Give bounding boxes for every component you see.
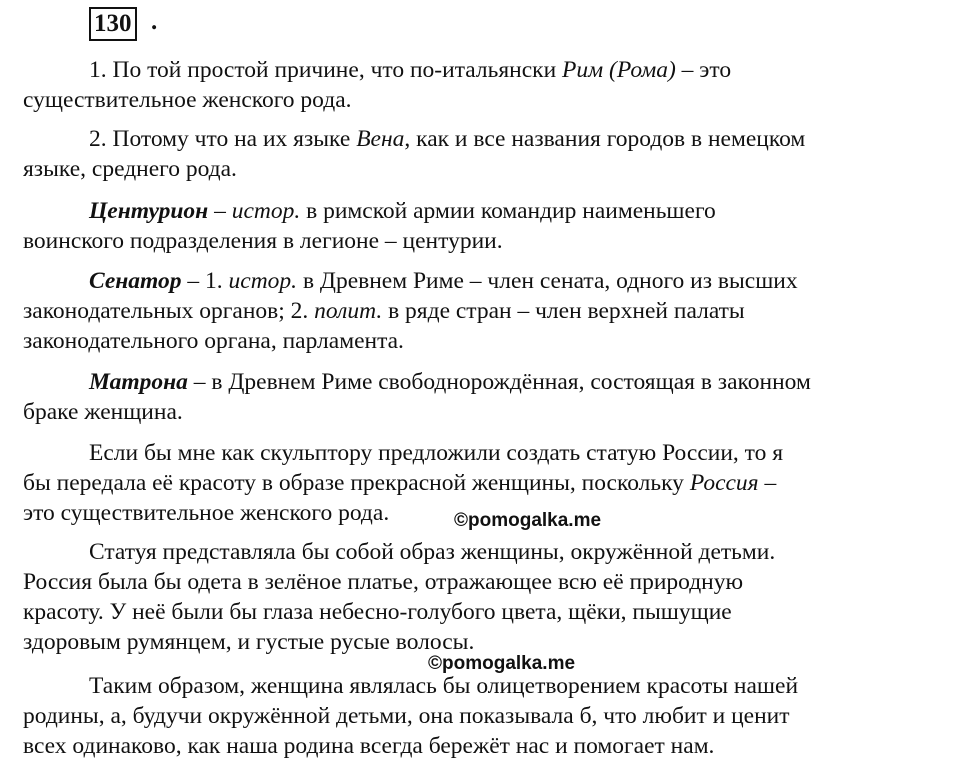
- text: в Древнем Риме – член сената, одного из высших: [297, 268, 798, 294]
- text: – в Древнем Риме свободнорождённая, состоящая в законном: [187, 369, 811, 395]
- exercise-number-dot: .: [151, 8, 158, 35]
- italic-city-name: Вена: [356, 126, 405, 152]
- exercise-number: [89, 7, 137, 41]
- text: бы передала её красоту в образе прекрасной женщины, поскольку: [23, 470, 690, 496]
- paragraph-4-definition: [23, 266, 923, 356]
- usage-label: истор.: [231, 198, 301, 224]
- watermark: ©pomogalka.me: [454, 510, 602, 531]
- italic-country-name: Россия: [689, 470, 759, 496]
- italic-city-name: Рим (Рома): [562, 57, 676, 83]
- exercise-number-text: 130: [94, 10, 132, 37]
- line: здоровым румянцем, и густые русые волосы.: [23, 629, 475, 655]
- line: языке, среднего рода.: [23, 156, 237, 182]
- line: [23, 367, 923, 397]
- line: законодательного органа, парламента.: [23, 328, 404, 354]
- line: воинского подразделения в легионе – центурии.: [23, 228, 503, 254]
- text: – это: [675, 57, 732, 83]
- line: Таким образом, женщина являлась бы олицетворением красоты нашей: [89, 673, 799, 699]
- paragraph-7: [23, 537, 923, 657]
- paragraph-3-definition: [23, 196, 923, 256]
- line: браке женщина.: [23, 399, 183, 425]
- line: [23, 468, 923, 498]
- line: существительное женского рода.: [23, 87, 352, 113]
- text: в римской армии командир наименьшего: [300, 198, 716, 224]
- line: Если бы мне как скульптору предложили создать статую России, то я: [89, 440, 784, 466]
- text: –: [208, 198, 232, 224]
- line: [23, 296, 923, 326]
- usage-label: полит.: [314, 298, 383, 324]
- usage-label: истор.: [228, 268, 298, 294]
- definition-term: Матрона: [89, 369, 188, 395]
- line: [23, 266, 923, 296]
- text: в ряде стран – член верхней палаты: [382, 298, 745, 324]
- paragraph-5-definition: [23, 367, 923, 427]
- paragraph-2: [23, 124, 923, 184]
- text: 2. Потому что на их языке: [89, 126, 357, 152]
- definition-term: Центурион: [89, 198, 209, 224]
- line: всех одинаково, как наша родина всегда бережёт нас и помогает нам.: [23, 733, 715, 759]
- text: –: [758, 470, 777, 496]
- line: Статуя представляла бы собой образ женщины, окружённой детьми.: [89, 539, 776, 565]
- line: [23, 124, 923, 154]
- text: 1. По той простой причине, что по-итальянски: [89, 57, 563, 83]
- watermark: ©pomogalka.me: [428, 653, 576, 674]
- definition-term: Сенатор: [89, 268, 182, 294]
- line: родины, а, будучи окружённой детьми, она показывала б, что любит и ценит: [23, 703, 790, 729]
- paragraph-1: [23, 55, 923, 115]
- line: [23, 55, 923, 85]
- line: Россия была бы одета в зелёное платье, отражающее всю её природную: [23, 569, 744, 595]
- paragraph-8: [23, 671, 923, 761]
- text: законодательных органов; 2.: [23, 298, 315, 324]
- line: красоту. У неё были бы глаза небесно-голубого цвета, щёки, пышущие: [23, 599, 732, 625]
- line: [23, 196, 923, 226]
- text: – 1.: [181, 268, 229, 294]
- line: это существительное женского рода.: [23, 500, 390, 526]
- text: , как и все названия городов в немецком: [404, 126, 806, 152]
